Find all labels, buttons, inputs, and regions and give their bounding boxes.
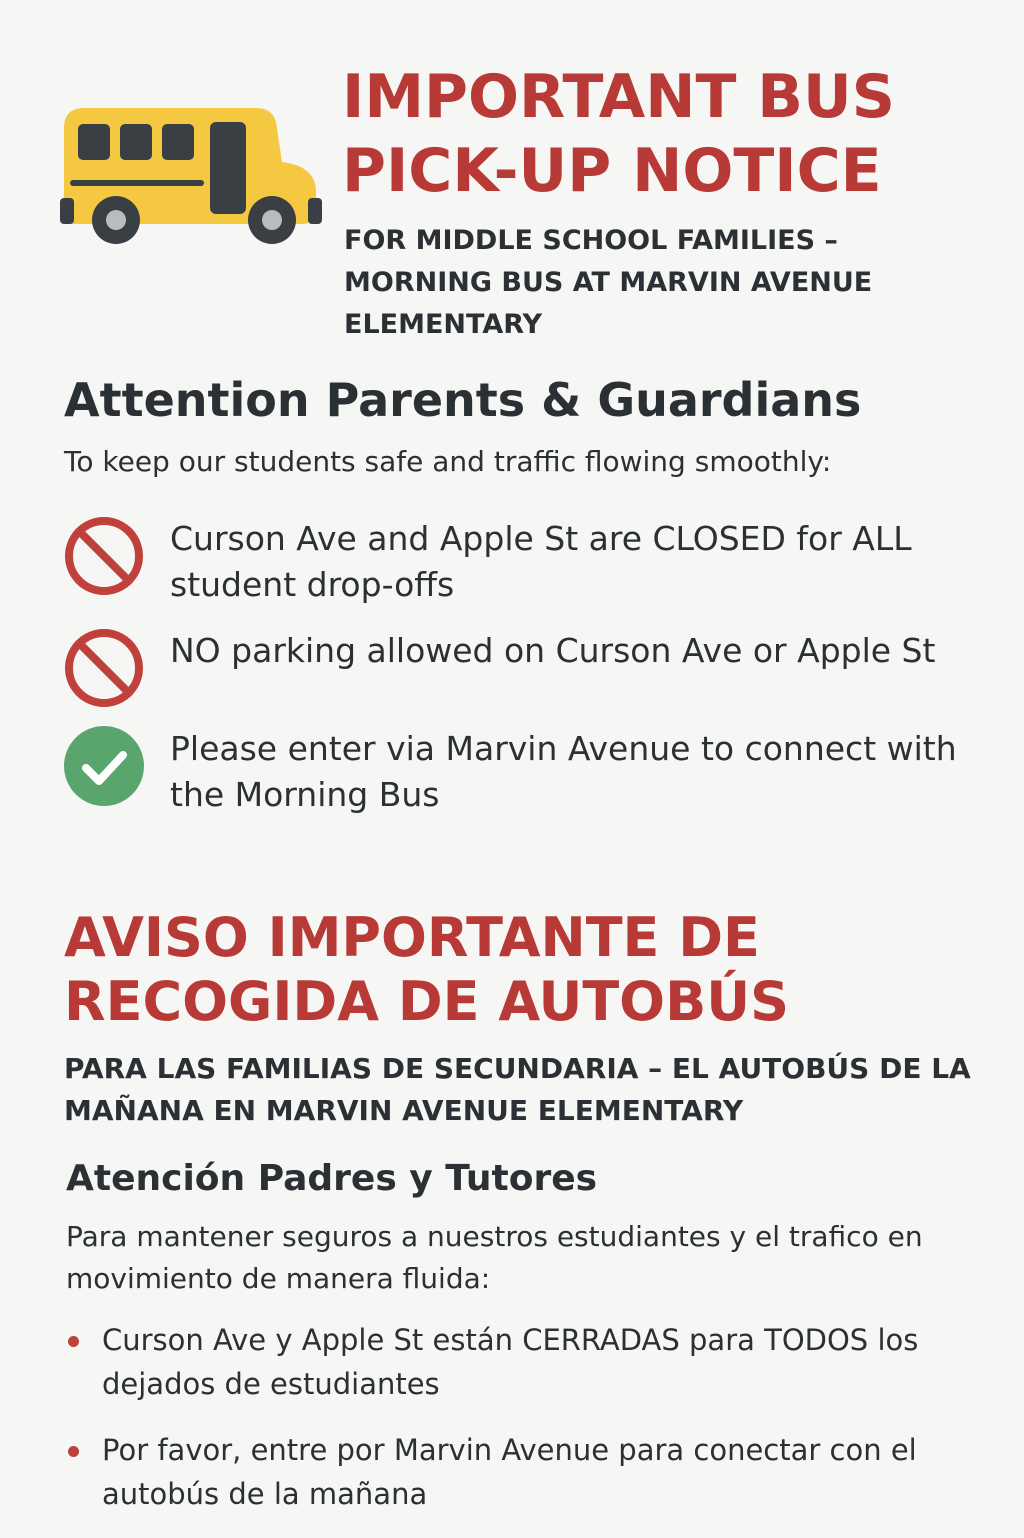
rule-enter-marvin xyxy=(62,724,1002,818)
rule-text: Please enter via Marvin Avenue to connect with the Morning Bus xyxy=(170,729,957,814)
english-intro: To keep our students safe and traffic flowing smoothly: xyxy=(64,445,832,478)
list-item xyxy=(66,1428,996,1516)
rule-text: Curson Ave and Apple St are CLOSED for ALL student drop-offs xyxy=(170,519,912,604)
list-item xyxy=(66,1318,996,1406)
bullet-dot-icon xyxy=(68,1446,79,1457)
no-entry-icon xyxy=(62,514,146,598)
english-title: IMPORTANT BUS PICK-UP NOTICE xyxy=(342,62,895,206)
rule-no-parking xyxy=(62,626,1002,710)
bullet-dot-icon xyxy=(68,1336,79,1347)
checkmark-icon xyxy=(62,724,146,808)
english-heading: Attention Parents & Guardians xyxy=(64,373,862,427)
spanish-title: AVISO IMPORTANTE DE RECOGIDA DE AUTOBÚS xyxy=(64,906,789,1033)
no-entry-icon xyxy=(62,626,146,710)
spanish-intro: Para mantener seguros a nuestros estudiantes y el trafico en movimiento de manera fluida: xyxy=(66,1220,923,1295)
spanish-subtitle: PARA LAS FAMILIAS DE SECUNDARIA – EL AUTOBÚS DE LA MAÑANA EN MARVIN AVENUE ELEMENTARY xyxy=(64,1052,971,1127)
english-subtitle: FOR MIDDLE SCHOOL FAMILIES – MORNING BUS AT MARVIN AVENUE ELEMENTARY xyxy=(344,225,873,340)
rule-closed-dropoffs xyxy=(62,514,1002,608)
rule-text: NO parking allowed on Curson Ave or Apple St xyxy=(170,631,936,670)
bullet-text: Por favor, entre por Marvin Avenue para conectar con el autobús de la mañana xyxy=(102,1433,917,1511)
spanish-heading: Atención Padres y Tutores xyxy=(66,1158,598,1199)
school-bus-icon xyxy=(60,100,322,250)
spanish-bullet-list xyxy=(66,1318,996,1538)
bullet-text: Curson Ave y Apple St están CERRADAS para TODOS los dejados de estudiantes xyxy=(102,1323,919,1401)
